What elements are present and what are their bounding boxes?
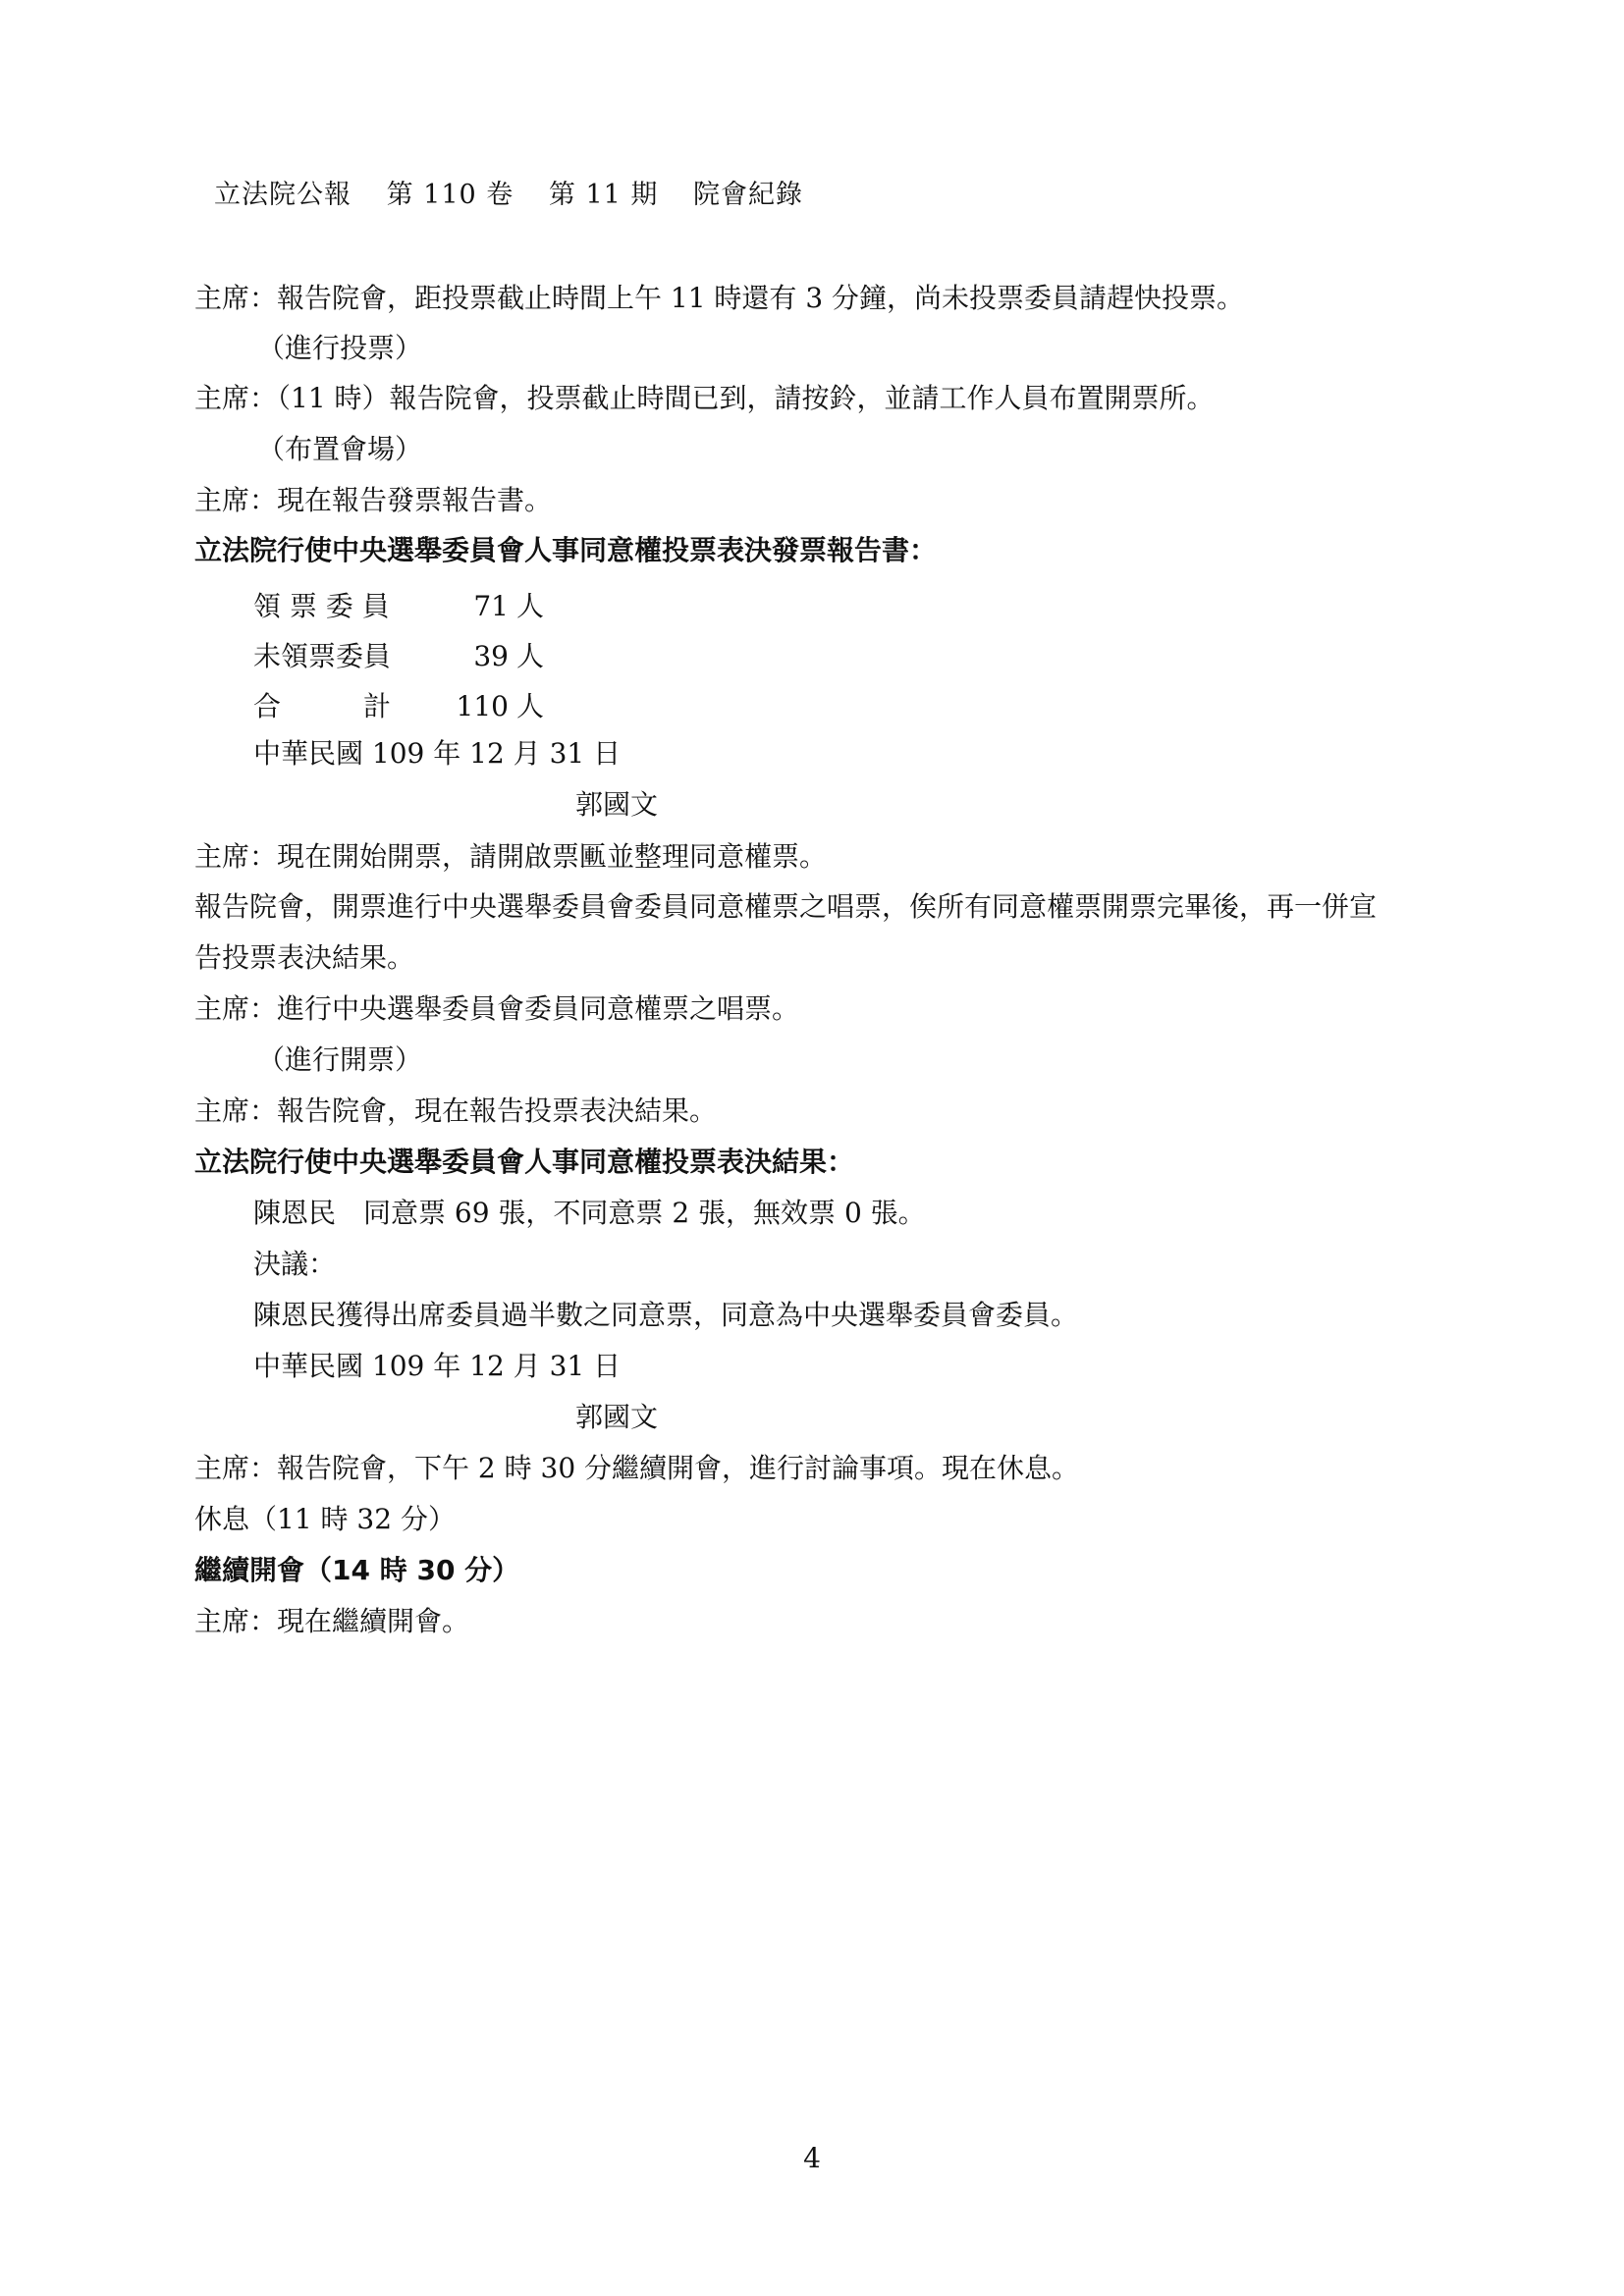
ballot-row-count: 39 <box>473 640 509 672</box>
report-date: 中華民國 109 年 12 月 31 日 <box>253 737 622 770</box>
text-line-10: 報告院會，開票進行中央選舉委員會委員同意權票之唱票，俟所有同意權票開票完畢後，再一併宣 <box>194 890 1378 923</box>
result-signature: 郭國文 <box>575 1401 659 1433</box>
ballot-row-unit: 人 <box>516 640 545 672</box>
ballot-report-title: 立法院行使中央選舉委員會人事同意權投票表決發票報告書： <box>194 534 938 566</box>
procedure-note-counting: （進行開票） <box>257 1043 423 1076</box>
ballot-row-count: 110 <box>456 690 509 722</box>
report-signature: 郭國文 <box>575 788 659 821</box>
resolution-label: 決議： <box>253 1248 337 1280</box>
ballot-row-not-received <box>253 635 544 674</box>
text-line-14: 主席：報告院會，現在報告投票表決結果。 <box>194 1095 718 1127</box>
text-line-21: 主席：報告院會，下午 2 時 30 分繼續開會，進行討論事項。現在休息。 <box>194 1452 1080 1484</box>
page-number: 4 <box>803 2142 821 2174</box>
ballot-row-total <box>253 685 544 724</box>
ballot-row-unit: 人 <box>516 590 545 622</box>
result-date: 中華民國 109 年 12 月 31 日 <box>253 1350 622 1382</box>
section-name: 院會紀錄 <box>693 180 804 210</box>
procedure-note-voting: （進行投票） <box>257 332 423 364</box>
text-line-24: 主席：現在繼續開會。 <box>194 1605 470 1637</box>
text-line-5: 主席：現在報告發票報告書。 <box>194 484 553 516</box>
page-header <box>214 173 829 211</box>
ballot-row-unit: 人 <box>516 690 545 722</box>
text-line-1: 主席：報告院會，距投票截止時間上午 11 時還有 3 分鐘，尚未投票委員請趕快投票。 <box>194 282 1245 314</box>
ballot-row-count: 71 <box>473 590 509 622</box>
vote-result-detail: 陳恩民 同意票 69 張，不同意票 2 張，無效票 0 張。 <box>253 1197 926 1229</box>
ballot-row-label: 領 票 委 員 <box>253 590 390 622</box>
ballot-row-label: 未領票委員 <box>253 640 392 672</box>
ballot-row-received <box>253 585 544 624</box>
text-line-3: 主席：（11 時）報告院會，投票截止時間已到，請按鈴，並請工作人員布置開票所。 <box>194 382 1215 414</box>
recess-note: 休息（11 時 32 分） <box>194 1503 456 1535</box>
resume-note: 繼續開會（14 時 30 分） <box>194 1554 520 1586</box>
text-line-9: 主席：現在開始開票，請開啟票匭並整理同意權票。 <box>194 840 828 873</box>
vote-result-title: 立法院行使中央選舉委員會人事同意權投票表決結果： <box>194 1146 855 1178</box>
publication-name: 立法院公報 <box>214 180 352 210</box>
resolution-text: 陳恩民獲得出席委員過半數之同意票，同意為中央選舉委員會委員。 <box>253 1299 1079 1331</box>
ballot-row-label: 合 計 <box>253 690 392 722</box>
procedure-note-setup: （布置會場） <box>257 433 423 465</box>
text-line-12: 主席：進行中央選舉委員會委員同意權票之唱票。 <box>194 992 800 1025</box>
issue-number: 第 11 期 <box>548 180 659 210</box>
text-line-11: 告投票表決結果。 <box>194 941 415 974</box>
volume-number: 第 110 卷 <box>386 180 514 210</box>
